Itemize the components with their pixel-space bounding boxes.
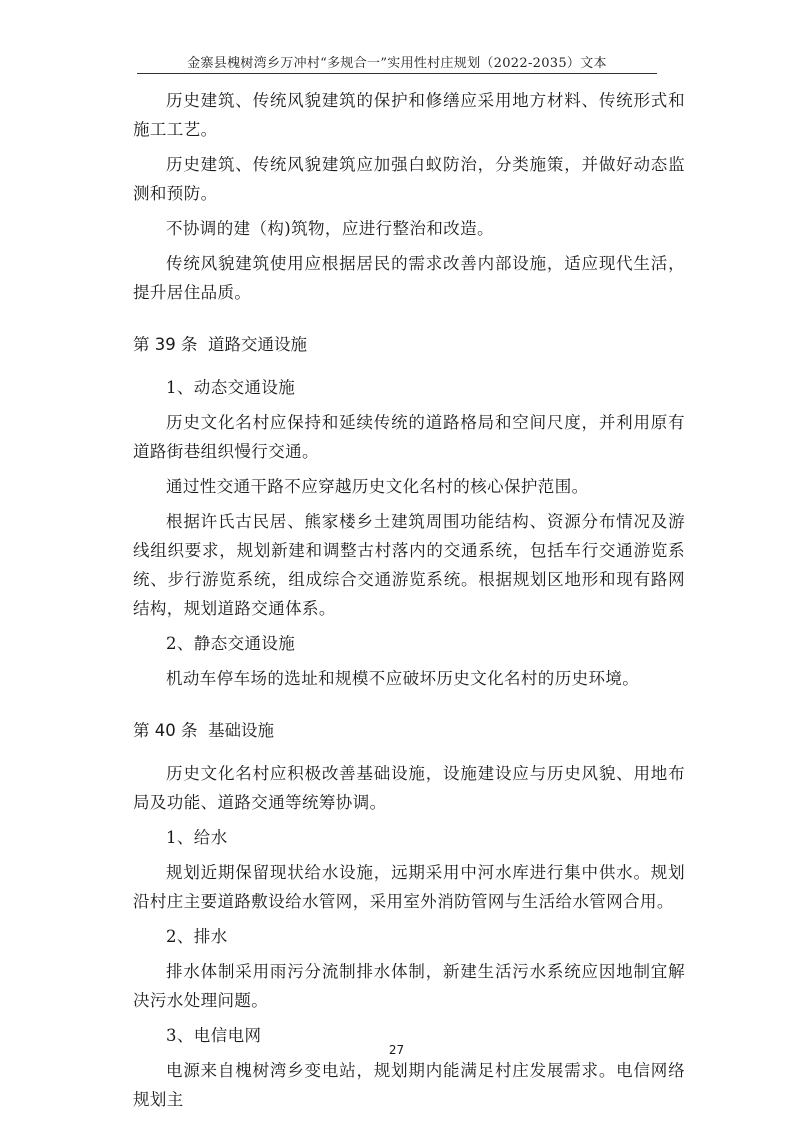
paragraph: 根据许氏古民居、熊家楼乡土建筑周围功能结构、资源分布情况及游线组织要求，规划新建和调整古村落内的交通系统，包括车行交通游览系统、步行游览系统，组成综合交通游览系统。根据规划区地形和现有路网结构，规划道路交通体系。: [133, 512, 685, 618]
subsection-heading: 1、给水: [166, 828, 228, 847]
paragraph: 历史文化名村应保持和延续传统的道路格局和空间尺度，并利用原有道路街巷组织慢行交通。: [133, 413, 685, 461]
article-number: 第 40 条: [133, 721, 198, 740]
paragraph: 通过性交通干路不应穿越历史文化名村的核心保护范围。: [166, 477, 589, 496]
paragraph: 不协调的建（构)筑物，应进行整治和改造。: [166, 219, 494, 238]
article-40-heading: [133, 716, 685, 745]
page-number: 27: [388, 1043, 405, 1057]
header-rule: [137, 73, 657, 74]
subsection-heading: 2、静态交通设施: [166, 634, 296, 653]
article-39-heading: [133, 330, 685, 359]
paragraph: 传统风貌建筑使用应根据居民的需求改善内部设施，适应现代生活，提升居住品质。: [133, 254, 685, 302]
article-title: 基础设施: [208, 721, 274, 740]
paragraph: 排水体制采用雨污分流制排水体制，新建生活污水系统应因地制宜解决污水处理问题。: [133, 962, 685, 1010]
paragraph: 历史文化名村应积极改善基础设施，设施建设应与历史风貌、用地布局及功能、道路交通等统筹协调。: [133, 764, 685, 812]
subsection-heading: 2、排水: [166, 927, 228, 946]
paragraph: 历史建筑、传统风貌建筑应加强白蚁防治，分类施策，并做好动态监测和预防。: [133, 155, 685, 203]
article-title: 道路交通设施: [208, 335, 307, 354]
header-title: 金寨县槐树湾乡万冲村“多规合一”实用性村庄规划（2022-2035）文本: [187, 56, 607, 71]
paragraph: 规划近期保留现状给水设施，远期采用中河水库进行集中供水。规划沿村庄主要道路敷设给水管网，采用室外消防管网与生活给水管网合用。: [133, 863, 685, 911]
article-number: 第 39 条: [133, 335, 198, 354]
document-body: [133, 86, 685, 1114]
paragraph: 历史建筑、传统风貌建筑的保护和修缮应采用地方材料、传统形式和施工工艺。: [133, 91, 685, 139]
paragraph: 电源来自槐树湾乡变电站，规划期内能满足村庄发展需求。电信网络规划主: [133, 1061, 685, 1109]
paragraph: 机动车停车场的选址和规模不应破坏历史文化名村的历史环境。: [166, 669, 640, 688]
subsection-heading: 3、电信电网: [166, 1026, 262, 1045]
subsection-heading: 1、动态交通设施: [166, 378, 296, 397]
